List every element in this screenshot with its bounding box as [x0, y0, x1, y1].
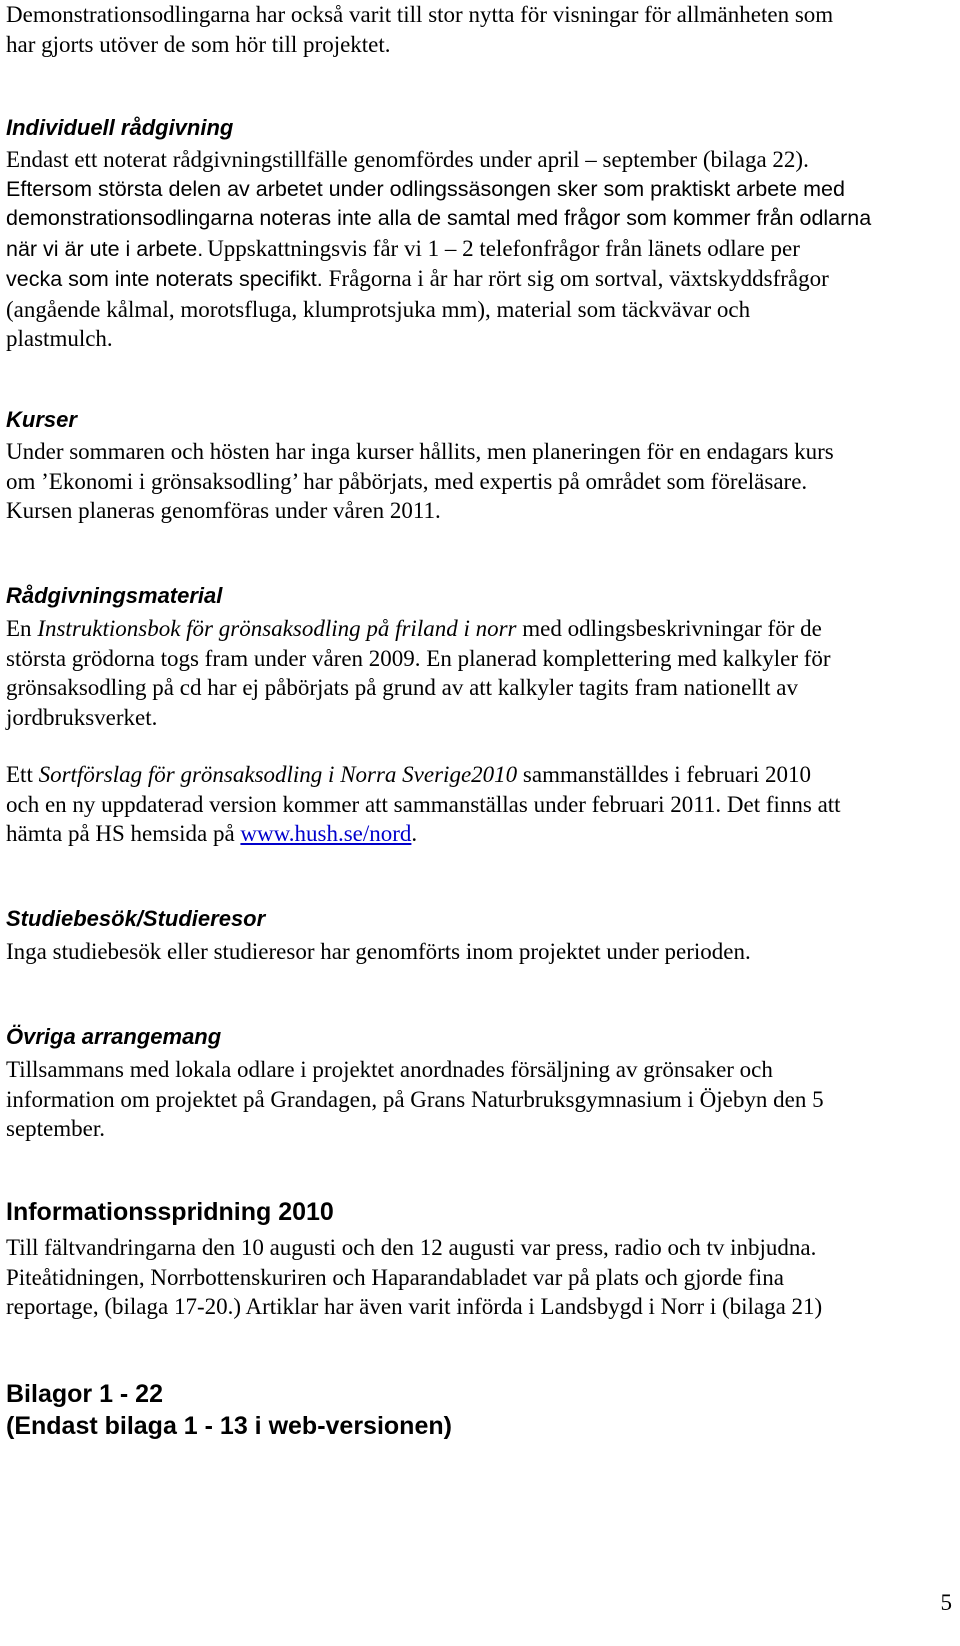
- section-heading-individuell: Individuell rådgivning: [6, 115, 234, 140]
- text-line: Tillsammans med lokala odlare i projektet anordnades försäljning av grönsaker och: [6, 1057, 773, 1082]
- text-line: Demonstrationsodlingarna har också varit till stor nytta för visningar för allmänheten som: [6, 2, 834, 27]
- text-line: september.: [6, 1116, 105, 1141]
- book-title: Instruktionsbok för grönsaksodling på friland i norr: [37, 616, 517, 641]
- text-line: Inga studiebesök eller studieresor har genomförts inom projektet under perioden.: [6, 939, 751, 964]
- text-line: Eftersom största delen av arbetet under odlingssäsongen sker som praktiskt arbete med: [6, 176, 845, 201]
- studie-paragraph: [6, 937, 956, 967]
- text-line: Kursen planeras genomföras under våren 2011.: [6, 498, 441, 523]
- page-number: 5: [940, 1590, 952, 1615]
- text-line: Ett Sortförslag för grönsaksodling i Norra Sverige2010 sammanställdes i februari 2010: [6, 762, 811, 787]
- text-line: och en ny uppdaterad version kommer att sammanställas under februari 2011. Det finns att: [6, 791, 841, 817]
- material-paragraph-1: [6, 614, 956, 732]
- section-heading-kurser: Kurser: [6, 407, 77, 432]
- text-line: information om projektet på Grandagen, på Grans Naturbruksgymnasium i Öjebyn den 5: [6, 1086, 824, 1112]
- section-heading-info: Informationsspridning 2010: [6, 1198, 334, 1226]
- text-line: har gjorts utöver de som hör till projektet.: [6, 31, 391, 57]
- kurser-paragraph: [6, 437, 956, 526]
- text-line: om ’Ekonomi i grönsaksodling’ har påbörjats, med expertis på området som föreläsare.: [6, 468, 808, 494]
- text-line: plastmulch.: [6, 326, 113, 351]
- individuell-paragraph: [6, 145, 956, 354]
- bilagor-heading: Bilagor 1 - 22: [6, 1380, 163, 1408]
- text-line: vecka som inte noterats specifikt. Frågorna i år har rört sig om sortval, växtskyddsfrågor: [6, 266, 829, 291]
- text-line: grönsaksodling på cd har ej påbörjats på grund av att kalkyler tagits fram nationellt av: [6, 675, 798, 700]
- section-heading-studie: Studiebesök/Studieresor: [6, 906, 266, 931]
- text-line: största grödorna togs fram under våren 2009. En planerad komplettering med kalkyler för: [6, 645, 831, 671]
- text-line: Endast ett noterat rådgivningstillfälle genomfördes under april – september (bilaga 22).: [6, 147, 809, 172]
- material-paragraph-2: [6, 760, 956, 849]
- section-heading-ovriga: Övriga arrangemang: [6, 1024, 222, 1049]
- section-heading-material: Rådgivningsmaterial: [6, 583, 223, 608]
- text-line: Piteåtidningen, Norrbottenskuriren och Haparandabladet var på plats och gjorde fina: [6, 1264, 784, 1290]
- intro-paragraph: [6, 0, 956, 59]
- ovriga-paragraph: [6, 1055, 956, 1144]
- hush-website-link[interactable]: www.hush.se/nord: [240, 821, 412, 846]
- text-line: jordbruksverket.: [6, 704, 158, 730]
- text-line: Till fältvandringarna den 10 augusti och den 12 augusti var press, radio och tv inbjudna.: [6, 1235, 817, 1260]
- info-paragraph: [6, 1233, 956, 1322]
- text-line: (angående kålmal, morotsfluga, klumprotsjuka mm), material som täckvävar och: [6, 296, 751, 322]
- document-title: Sortförslag för grönsaksodling i Norra Sverige2010: [38, 762, 518, 787]
- text-line: demonstrationsodlingarna noteras inte alla de samtal med frågor som kommer från odlarna: [6, 206, 872, 230]
- bilagor-subheading: (Endast bilaga 1 - 13 i web-versionen): [6, 1412, 452, 1440]
- text-line: när vi är ute i arbete. Uppskattningsvis får vi 1 – 2 telefonfrågor från länets odlare per: [6, 235, 800, 261]
- text-line: hämta på HS hemsida på www.hush.se/nord.: [6, 821, 418, 846]
- text-line: reportage, (bilaga 17-20.) Artiklar har även varit införda i Landsbygd i Norr i (bilaga 21): [6, 1294, 823, 1319]
- text-line: En Instruktionsbok för grönsaksodling på friland i norr med odlingsbeskrivningar för de: [6, 616, 822, 641]
- text-line: Under sommaren och hösten har inga kurser hållits, men planeringen för en endagars kurs: [6, 439, 834, 464]
